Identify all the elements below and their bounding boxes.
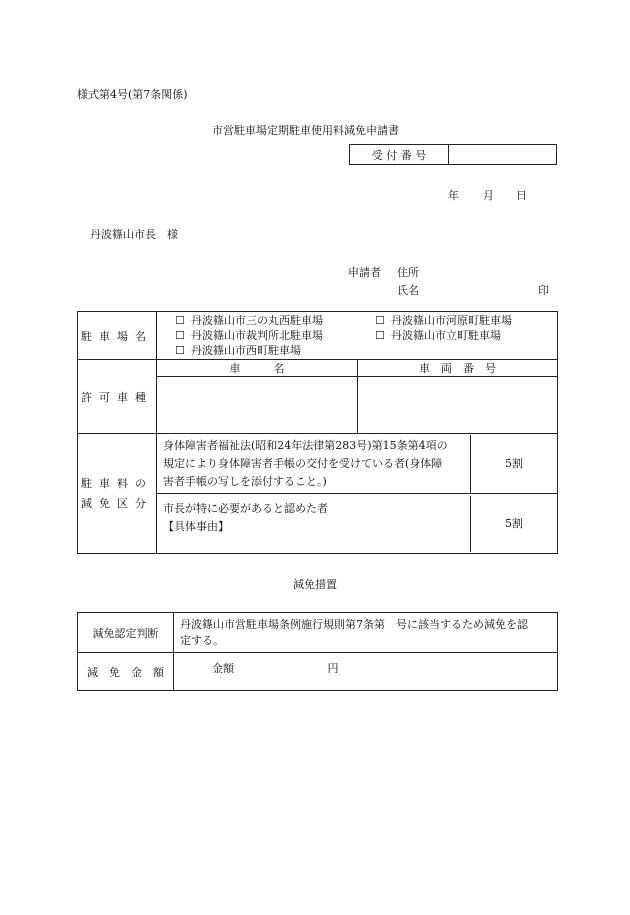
judgment-text: 丹波篠山市営駐車場条例施行規則第7条第 号に該当するため減免を認 定する。	[174, 613, 558, 653]
checkbox-icon[interactable]: ☐	[175, 344, 185, 357]
applicant-name-label: 氏名	[397, 284, 419, 297]
parking-label: 駐車場名	[78, 312, 157, 360]
amount-unit: 円	[327, 662, 339, 675]
vehicle-label: 許可車種	[78, 360, 157, 434]
checkbox-icon[interactable]: ☐	[175, 329, 185, 342]
measures-table	[77, 612, 558, 691]
date-year: 年	[448, 189, 459, 202]
addressee: 丹波篠山市長 様	[90, 228, 178, 241]
lot-option[interactable]: ☐ 丹波篠山市裁判所北駐車場	[175, 329, 323, 342]
page-title: 市営駐車場定期駐車使用料減免申請書	[212, 124, 399, 137]
judgment-label: 減免認定判断	[78, 613, 174, 653]
parking-options	[157, 312, 558, 360]
reduction-2-cell: 市長が特に必要があると認めた者 【具体事由】 5割	[157, 494, 558, 554]
application-table	[77, 311, 558, 554]
receipt-box	[349, 144, 557, 165]
vehicle-name-field[interactable]	[157, 377, 358, 434]
checkbox-icon[interactable]: ☐	[175, 314, 185, 327]
parking-row	[78, 312, 558, 360]
date-month: 月	[483, 189, 494, 202]
checkbox-icon[interactable]: ☐	[375, 314, 385, 327]
applicant-prefix: 申請者	[348, 266, 381, 279]
date-day: 日	[516, 189, 527, 202]
reduction-1-rate: 5割	[505, 456, 523, 470]
receipt-label: 受 付 番 号	[350, 145, 449, 165]
receipt-number-field[interactable]	[449, 145, 557, 165]
reduction-label: 駐車料の 減免区分	[78, 434, 157, 554]
lot-option[interactable]: ☐ 丹波篠山市西町駐車場	[175, 344, 301, 357]
checkbox-icon[interactable]: ☐	[375, 329, 385, 342]
vehicle-name-header: 車 名	[157, 360, 358, 377]
lot-option[interactable]: ☐ 丹波篠山市三の丸西駐車場	[175, 314, 323, 327]
reduction-1-cell: 身体障害者福祉法(昭和24年法律第283号)第15条第4項の 規定により身体障害者手帳の交付を受けている者(身体障 害者手帳の写しを添付すること。) 5割	[157, 434, 558, 494]
amount-label: 減 免 金 額	[78, 653, 174, 691]
amount-prefix: 金額	[212, 662, 234, 675]
amount-field[interactable]	[174, 653, 558, 691]
vehicle-number-field[interactable]	[358, 377, 558, 434]
reduction-2-rate: 5割	[505, 516, 523, 530]
form-number: 様式第4号(第7条関係)	[77, 88, 188, 101]
measures-title: 減免措置	[293, 578, 337, 591]
lot-option[interactable]: ☐ 丹波篠山市河原町駐車場	[375, 314, 512, 327]
vehicle-number-header: 車 両 番 号	[358, 360, 558, 377]
applicant-address-label: 住所	[397, 266, 419, 279]
lot-option[interactable]: ☐ 丹波篠山市立町駐車場	[375, 329, 501, 342]
seal-mark: 印	[538, 284, 549, 297]
